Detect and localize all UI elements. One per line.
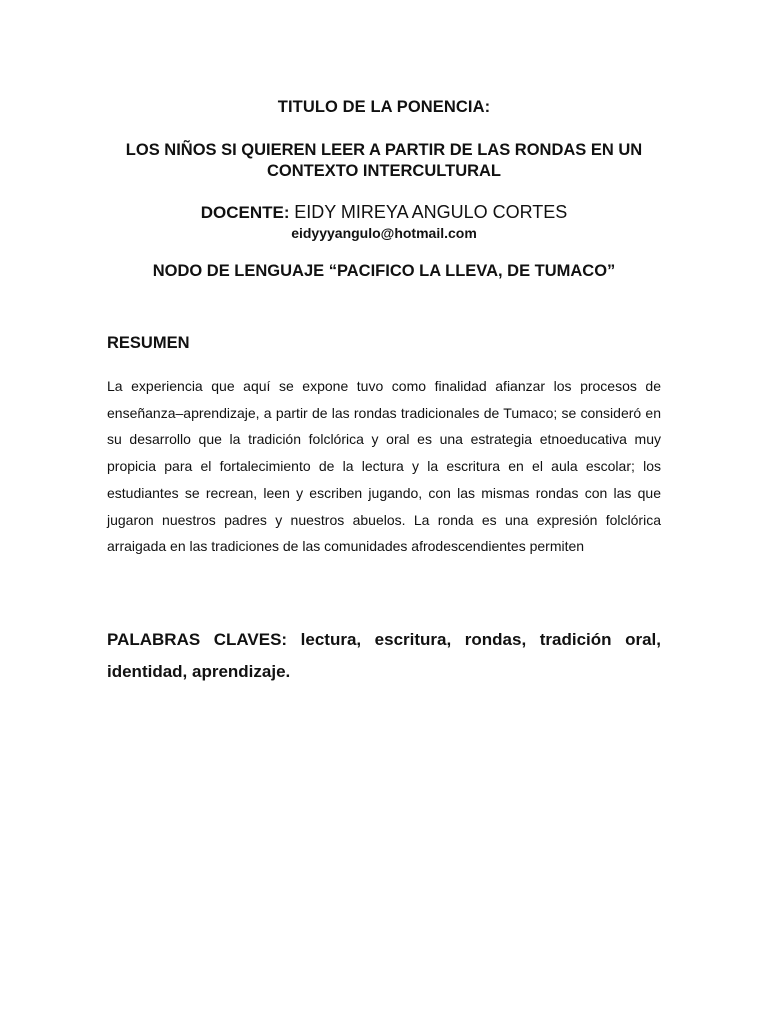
docente-line xyxy=(0,202,768,223)
title-label: TITULO DE LA PONENCIA: xyxy=(277,98,491,116)
author-email: eidyyyangulo@hotmail.com xyxy=(291,225,477,241)
docente-name: EIDY MIREYA ANGULO CORTES xyxy=(294,202,568,222)
nodo-line: NODO DE LENGUAJE “PACIFICO LA LLEVA, DE TUMACO” xyxy=(152,262,616,280)
keywords-paragraph: PALABRAS CLAVES: lectura, escritura, rondas, tradición oral, identidad, aprendizaje. xyxy=(107,630,661,681)
resumen-heading: RESUMEN xyxy=(107,334,190,352)
resumen-body: La experiencia que aquí se expone tuvo como finalidad afianzar los procesos de enseñanza–aprendizaje, a partir de las rondas tradicionales de Tumaco; se consideró en su desarrollo que la tradición folclórica y oral es una estrategia etnoeducativa muy propicia para el fortalecimiento de la lectura y la escritura en el aula escolar; los estudiantes se recrean, leen y escriben jugando, con las mismas rondas con las que jugaron nuestros padres y nuestros abuelos. La ronda es una expresión folclórica arraigada en las tradiciones de las comunidades afrodescendientes permiten xyxy=(107,378,661,555)
docente-label: DOCENTE: xyxy=(200,203,290,222)
paper-title-line-2: CONTEXTO INTERCULTURAL xyxy=(266,162,502,180)
paper-title xyxy=(0,140,768,182)
paper-title-line-1: LOS NIÑOS SI QUIEREN LEER A PARTIR DE LAS RONDAS EN UN xyxy=(125,141,643,159)
